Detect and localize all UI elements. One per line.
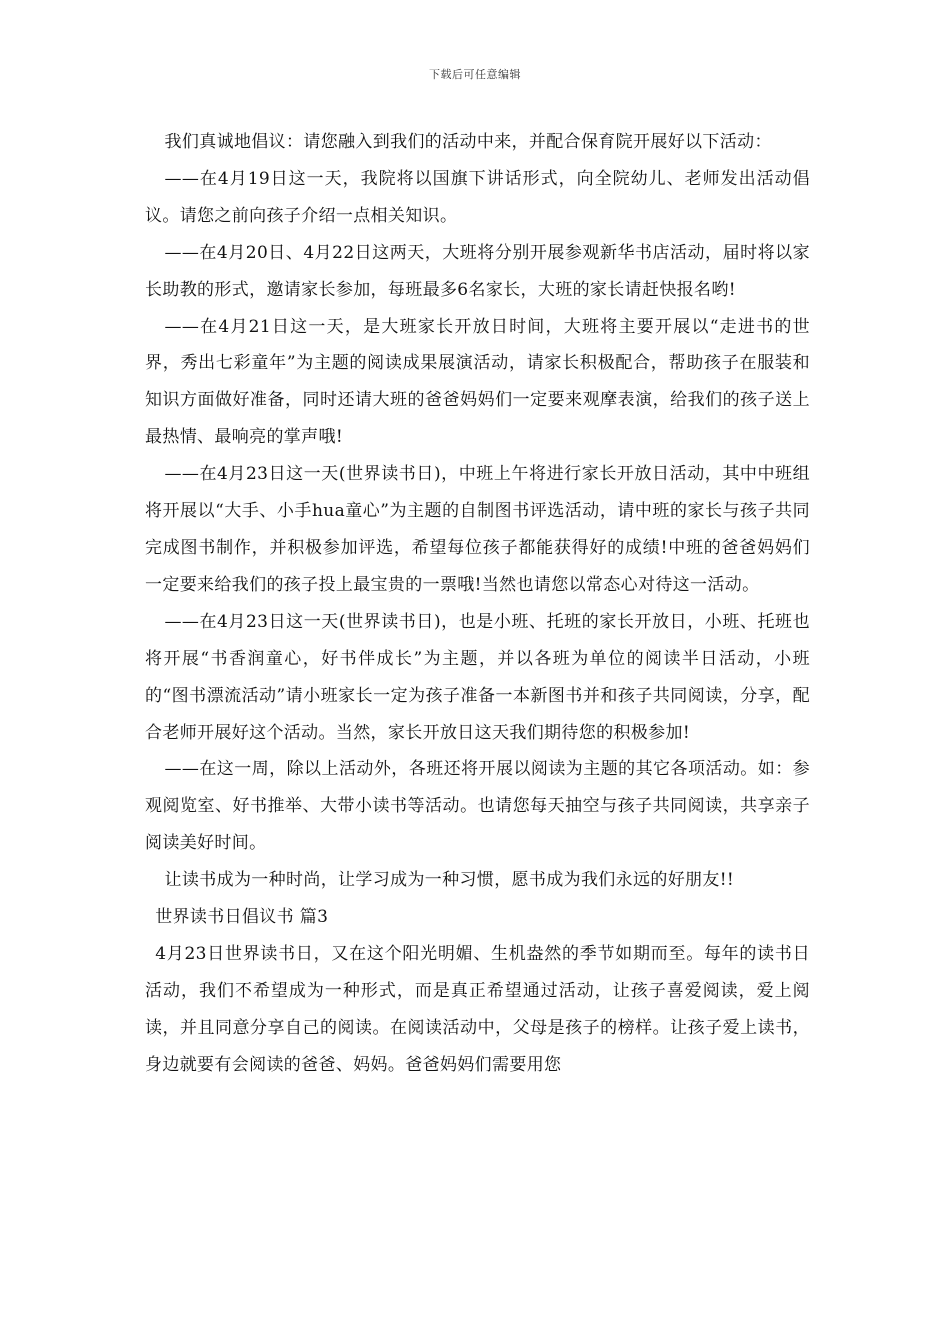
paragraph-this-week: ——在这一周，除以上活动外，各班还将开展以阅读为主题的其它各项活动。如：参观阅览室、好书推举、大带小读书等活动。也请您每天抽空与孩子共同阅读，共享亲子阅读美好时间。 (145, 759, 810, 854)
document-body (145, 124, 810, 1084)
section-title: 世界读书日倡议书 篇3 (155, 907, 329, 928)
paragraph-april-23-small-class: ——在4月23日这一天(世界读书日)，也是小班、托班的家长开放日，小班、托班也将开展“书香润童心，好书伴成长”为主题，并以各班为单位的阅读半日活动，小班的“图书漂流活动”请小班家长一定为孩子准备一本新图书并和孩子共同阅读，分享，配合老师开展好这个活动。当然，家长开放日这天我们期待您的积极参加! (145, 611, 810, 743)
paragraph-april-23-middle-class: ——在4月23日这一天(世界读书日)，中班上午将进行家长开放日活动，其中中班组将开展以“大手、小手hua童心”为主题的自制图书评选活动，请中班的家长与孩子共同完成图书制作，并积极参加评选，希望每位孩子都能获得好的成绩!中班的爸爸妈妈们一定要来给我们的孩子投上最宝贵的一票哦!当然也请您以常态心对待这一活动。 (145, 464, 810, 595)
paragraph-proposal-intro: 我们真诚地倡议：请您融入到我们的活动中来，并配合保育院开展好以下活动： (164, 132, 772, 152)
paragraph-april-19: ——在4月19日这一天，我院将以国旗下讲话形式，向全院幼儿、老师发出活动倡议。请您之前向孩子介绍一点相关知识。 (145, 168, 810, 226)
page-header: 下载后可任意编辑 (429, 68, 521, 81)
paragraph-april-21: ——在4月21日这一天，是大班家长开放日时间，大班将主要开展以“走进书的世界，秀出七彩童年”为主题的阅读成果展演活动，请家长积极配合，帮助孩子在服装和知识方面做好准备，同时还请大班的爸爸妈妈们一定要来观摩表演，给我们的孩子送上最热情、最响亮的掌声哦! (145, 316, 810, 448)
paragraph-section-3: 4月23日世界读书日，又在这个阳光明媚、生机盎然的季节如期而至。每年的读书日活动，我们不希望成为一种形式，而是真正希望通过活动，让孩子喜爱阅读，爱上阅读，并且同意分享自己的阅读。在阅读活动中，父母是孩子的榜样。让孩子爱上读书，身边就要有会阅读的爸爸、妈妈。爸爸妈妈们需要用您 (145, 943, 810, 1075)
paragraph-closing: 让读书成为一种时尚，让学习成为一种习惯，愿书成为我们永远的好朋友!! (164, 870, 735, 891)
paragraph-april-20-22: ——在4月20日、4月22日这两天，大班将分别开展参观新华书店活动，届时将以家长助教的形式，邀请家长参加，每班最多6名家长，大班的家长请赶快报名哟! (145, 242, 810, 300)
